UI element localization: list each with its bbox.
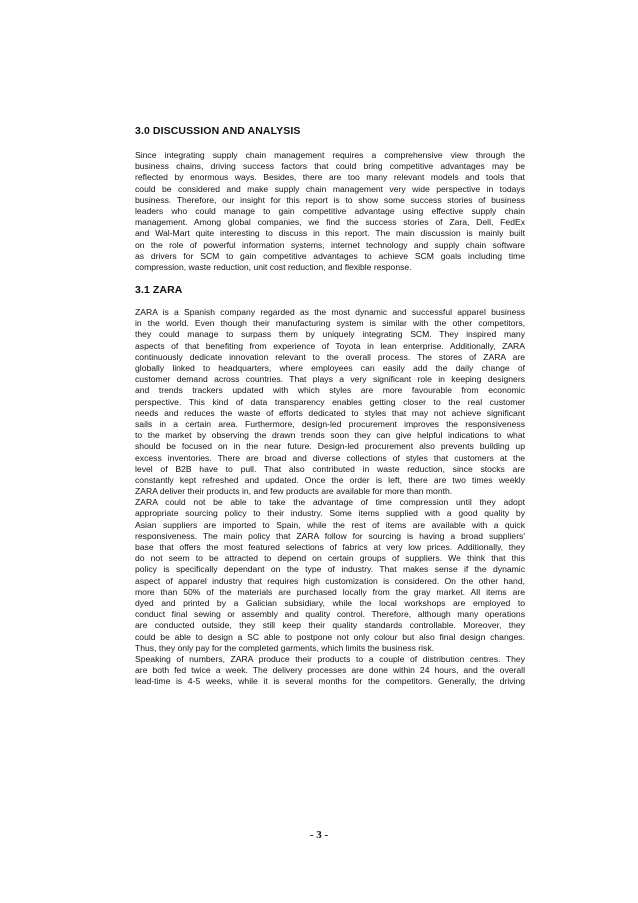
paragraph-line: reflected by enormous ways. Besides, there are too many relevant models and tools that bbox=[135, 172, 525, 183]
paragraph-line: compression, waste reduction, unit cost reduction, and flexible response. bbox=[135, 261, 412, 272]
paragraph-line: customer demand across countries. That plays a very significant role in keeping designers bbox=[135, 374, 525, 385]
paragraph-line: and Wal-Mart quite interesting to discuss in this report. The main discussion is mainly built bbox=[135, 228, 525, 239]
paragraph-line: conduct final sewing or assembly and quality control. Therefore, although many operations bbox=[135, 609, 525, 620]
section-heading-discussion: 3.0 DISCUSSION AND ANALYSIS bbox=[135, 125, 301, 137]
paragraph-line: ZARA is a Spanish company regarded as the most dynamic and successful apparel business bbox=[135, 307, 525, 318]
paragraph-line: policy is specifically dependant on the type of industry. That makes sense if the dynamic bbox=[135, 564, 525, 575]
paragraph-line: and trends trackers updated with which styles are more favourable from economic bbox=[135, 385, 525, 396]
paragraph-line: needs and reduces the waste of efforts dedicated to styles that may not achieve significant bbox=[135, 407, 525, 418]
discussion-paragraph bbox=[135, 150, 525, 273]
paragraph-line: are both fed twice a week. The delivery processes are done within 24 hours, and the overall bbox=[135, 665, 525, 676]
section-heading-zara: 3.1 ZARA bbox=[135, 284, 183, 297]
paragraph-line: perspective. This kind of data transparency enables getting closer to the real customer bbox=[135, 396, 525, 407]
paragraph-line: base that offers the most featured selections of fabrics at very low prices. Additionally, they bbox=[135, 542, 525, 552]
paragraph-line: continuously dedicate innovation relevant to the overall process. The stores of ZARA are bbox=[135, 351, 525, 362]
paragraph-line: constantly kept refreshed and updated. Once the order is left, there are two times weekly bbox=[135, 474, 525, 485]
page-content bbox=[135, 124, 525, 687]
paragraph-line: excess inventories. There are broad and diverse collections of styles that customers at the bbox=[135, 452, 525, 463]
paragraph-line: ZARA deliver their products in, and few products are available for more than month. bbox=[135, 486, 453, 497]
paragraph-line: more than 50% of the materials are purchased locally from the gray market. All items are bbox=[135, 586, 525, 597]
paragraph-line: business. Therefore, our insight for this report is to show some success stories of business bbox=[135, 194, 525, 205]
paragraph-line: aspects of that benefiting from experience of Toyota in lean enterprise. Additionally, ZARA bbox=[135, 340, 525, 351]
paragraph-line: lead-time is 4-5 weeks, while it is several months for the competitors. Generally, the driving bbox=[135, 676, 525, 687]
paragraph-line: leaders who could manage to gain competitive advantage using effective supply chain bbox=[135, 205, 525, 216]
paragraph-line: should be focused on in the near future. Design-led procurement also prevents building up bbox=[135, 441, 525, 452]
paragraph-line: do not seem to be attracted to depend on certain groups of suppliers. We think that this bbox=[135, 553, 525, 564]
paragraph-line: on the role of powerful information systems, internet technology and supply chain software bbox=[135, 239, 525, 250]
paragraph-line: Asian suppliers are imported to Spain, while the rest of items are available with a quick bbox=[135, 519, 525, 530]
paragraph-line: dyed and printed by a Galician subsidiary, while the local workshops are employed to bbox=[135, 597, 525, 608]
paragraph-line: responsiveness. The main policy that ZARA follow for sourcing is having a broad suppliers' bbox=[135, 530, 525, 541]
paragraph-line: aspect of apparel industry that requires high customization is considered. On the other hand, bbox=[135, 575, 525, 586]
zara-paragraph bbox=[135, 307, 525, 687]
paragraph-line: in the world. Even though their manufacturing system is similar with the other competitors, bbox=[135, 318, 525, 329]
paragraph-line: could be able to design a SC able to postpone not only colour but also final design changes. bbox=[135, 631, 525, 642]
paragraph-line: level of B2B have to pull. That also contributed in waste reduction, since stocks are bbox=[135, 463, 525, 474]
paragraph-line: Speaking of numbers, ZARA produce their products to a couple of distribution centres. They bbox=[135, 653, 525, 664]
paragraph-line: appropriate sourcing policy to their industry. Some items supplied with a good quality by bbox=[135, 508, 525, 519]
paragraph-line: to the market by observing the drawn trends soon they can give helpful indications to what bbox=[135, 430, 525, 441]
paragraph-line: management. Among global companies, we find the success stories of Zara, Dell, FedEx bbox=[135, 217, 525, 228]
paragraph-line: they could manage to surpass them by uniquely integrating SCM. They inspired many bbox=[135, 329, 525, 340]
paragraph-line: ZARA could not be able to take the advantage of time compression until they adopt bbox=[135, 497, 525, 508]
paragraph-line: as drivers for SCM to gain competitive advantages to achieve SCM goals including time bbox=[135, 250, 525, 261]
paragraph-line: globally linked to headquarters, where employees can easily add the daily change of bbox=[135, 363, 525, 373]
paragraph-line: are conducted outside, they still keep their quality standards controllable. Moreover, they bbox=[135, 620, 525, 631]
paragraph-line: Since integrating supply chain management requires a comprehensive view through the bbox=[135, 150, 525, 160]
paragraph-line: business chains, driving success factors that could bring competitive advantages may be bbox=[135, 161, 525, 172]
page-number: - 3 - bbox=[309, 829, 329, 841]
paragraph-line: could be considered and make supply chain management very wide perspective in todays bbox=[135, 183, 525, 194]
paragraph-line: sails in a certain area. Furthermore, design-led procurement improves the responsiveness bbox=[135, 418, 525, 429]
paragraph-line: Thus, they only pay for the completed garments, which limits the business risk. bbox=[135, 642, 435, 653]
